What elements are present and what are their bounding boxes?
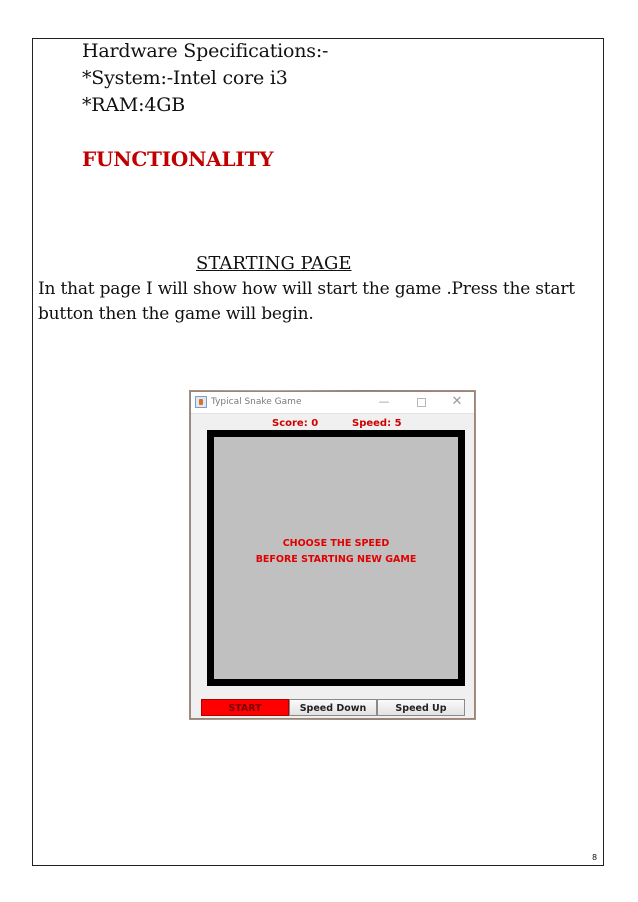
game-window [190,391,475,719]
paragraph-line-1: In that page I will show how will start the game .Press the start [38,279,575,299]
maximize-icon[interactable] [413,395,429,409]
hardware-heading: Hardware Specifications:- [82,40,329,62]
window-title: Typical Snake Game [211,397,302,407]
speed-label: Speed: 5 [352,418,402,429]
board-message-line-2: BEFORE STARTING NEW GAME [255,554,417,565]
starting-page-heading: STARTING PAGE [196,253,352,274]
title-bar [191,392,474,414]
paragraph-line-2: button then the game will begin. [38,304,314,324]
game-board [207,430,465,686]
game-screenshot [189,390,476,720]
start-button[interactable]: START [201,699,289,716]
score-label: Score: 0 [272,418,319,429]
page-number: 8 [592,853,598,862]
board-message-line-1: CHOOSE THE SPEED [282,538,390,549]
section-title: FUNCTIONALITY [82,147,274,171]
speed-up-button[interactable]: Speed Up [377,699,465,716]
minimize-icon[interactable]: — [378,395,390,408]
system-spec: *System:-Intel core i3 [82,67,288,89]
java-cup-icon [195,396,207,408]
speed-down-button[interactable]: Speed Down [289,699,377,716]
close-icon[interactable]: ✕ [451,394,463,409]
ram-spec: *RAM:4GB [82,94,186,116]
